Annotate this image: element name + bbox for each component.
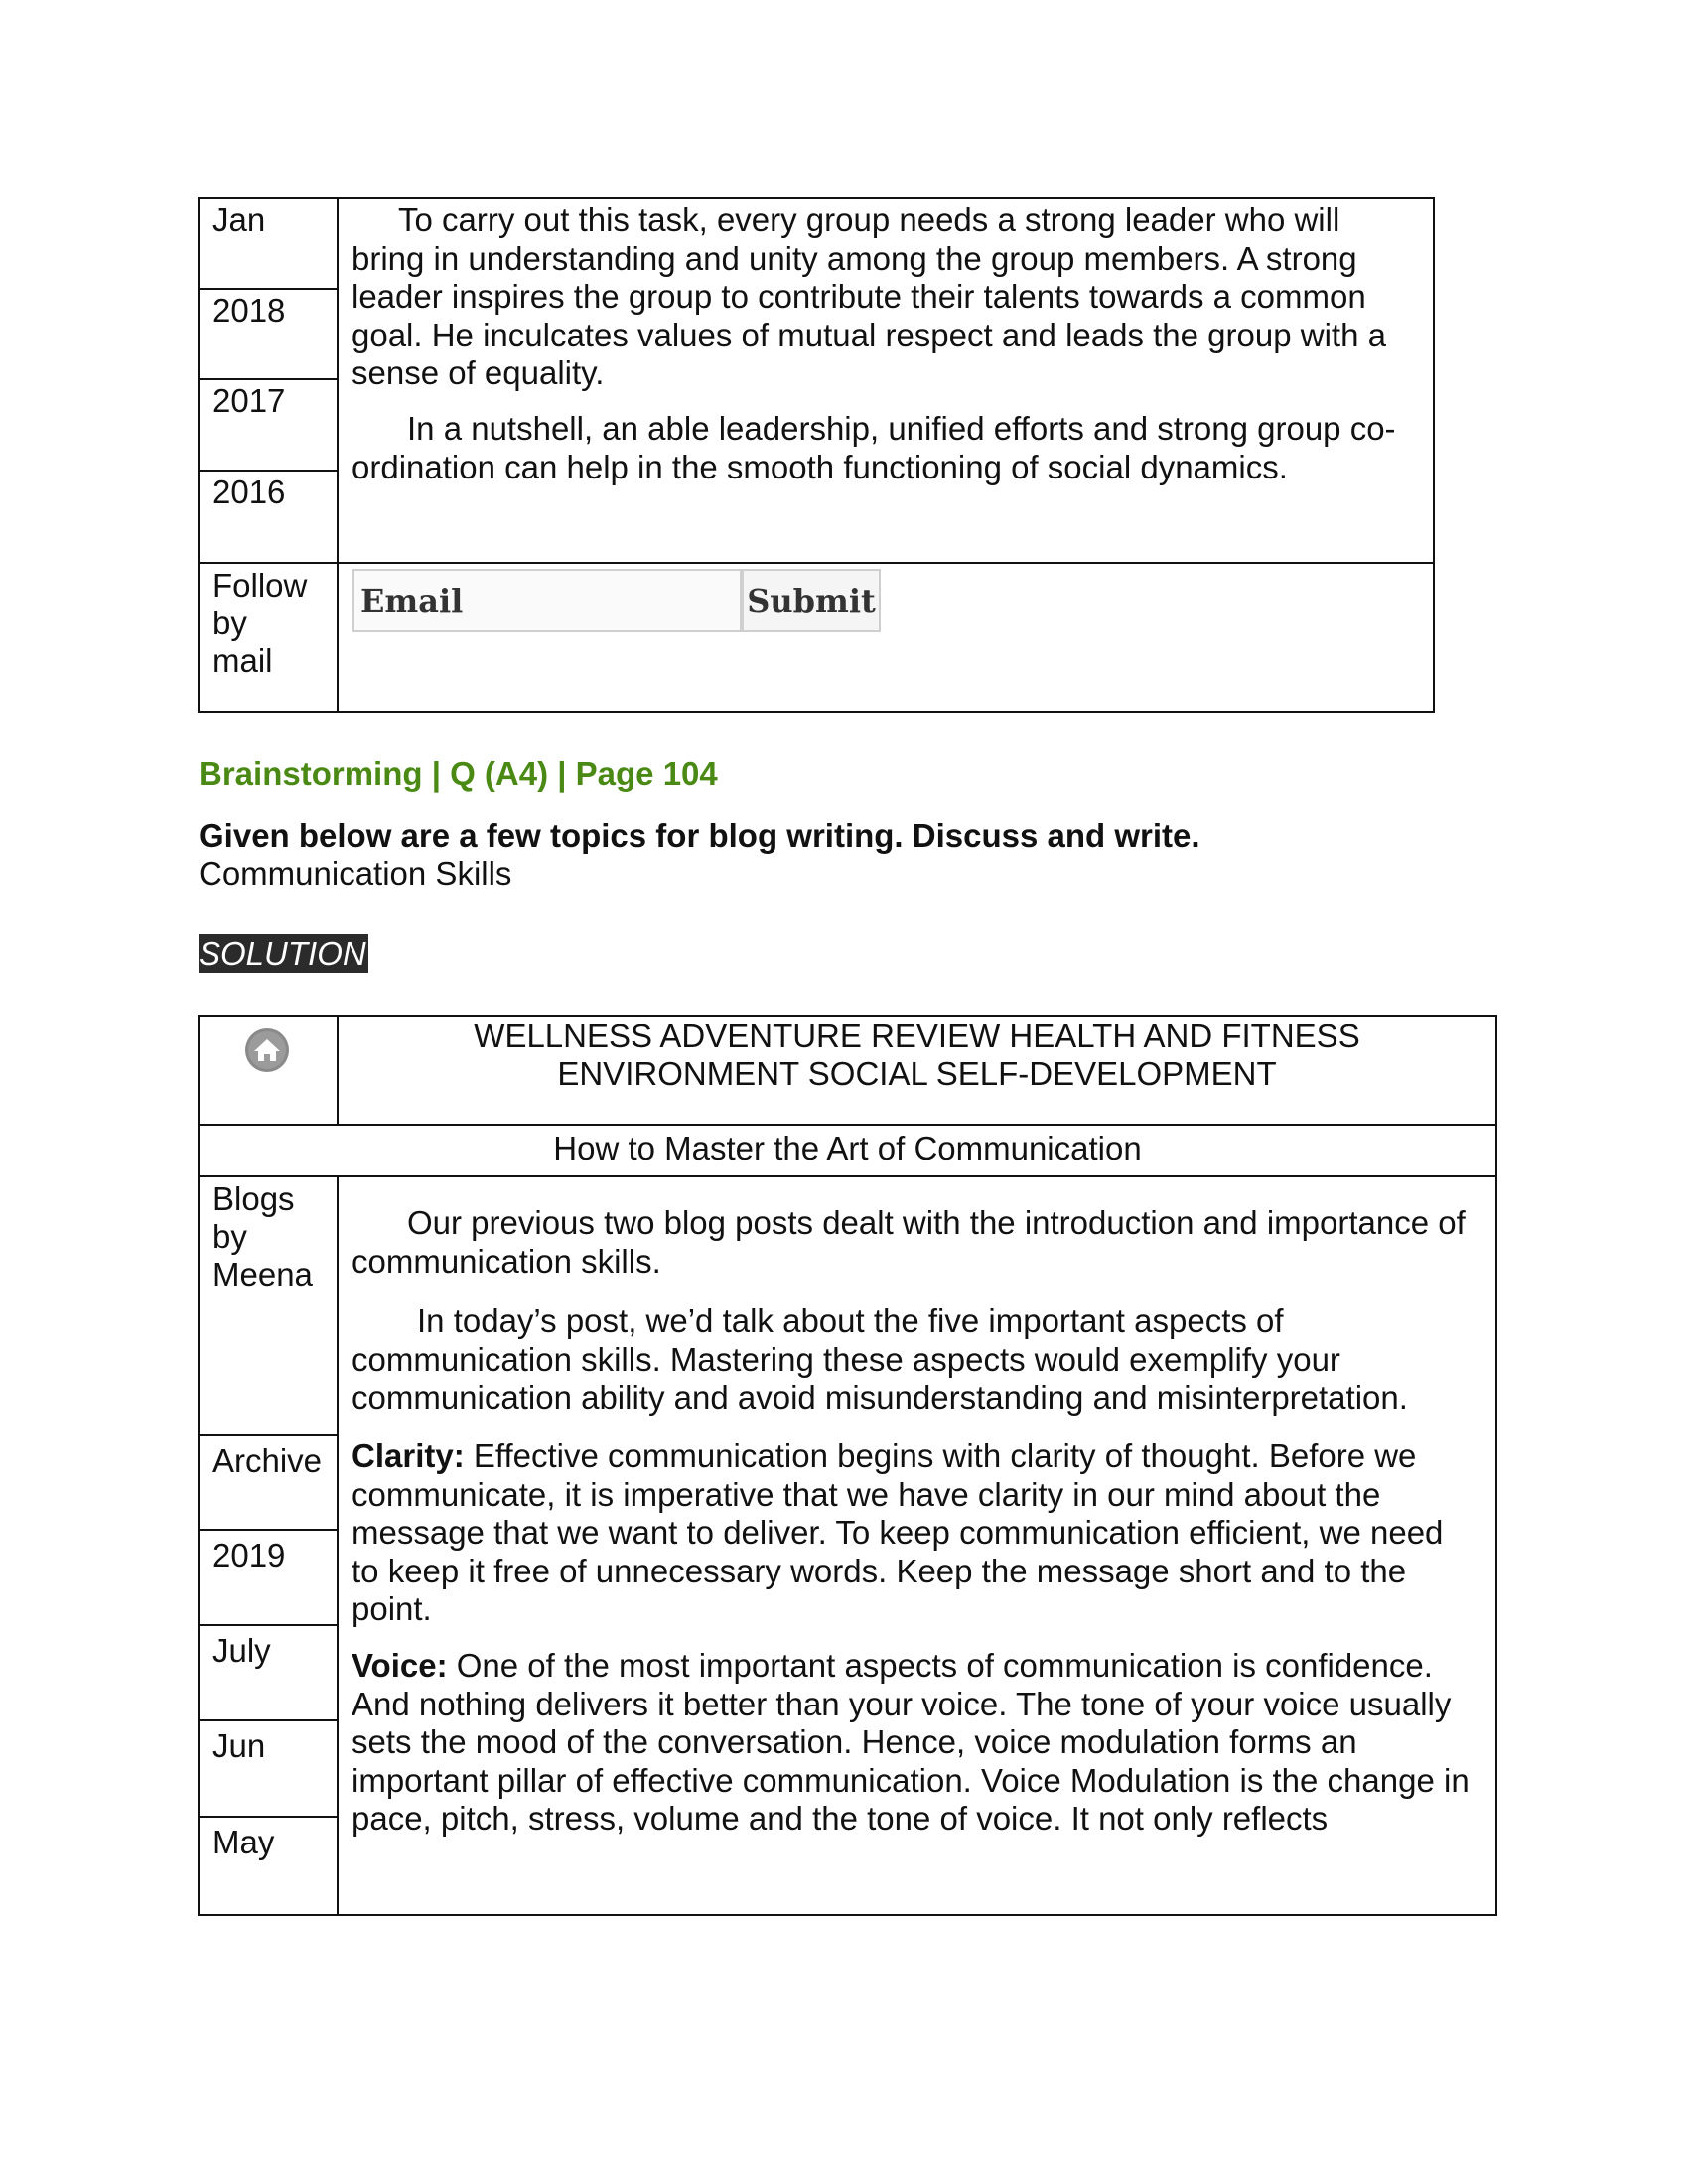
table-border xyxy=(198,1816,339,1818)
table-border xyxy=(198,197,200,713)
topic-text: Communication Skills xyxy=(199,855,512,891)
archive-month-jun[interactable]: Jun xyxy=(212,1727,266,1764)
table-border xyxy=(198,288,339,290)
category-nav-line[interactable]: WELLNESS ADVENTURE REVIEW HEALTH AND FITNESS xyxy=(474,1018,1360,1054)
table-border xyxy=(198,1434,339,1436)
solution-label: SOLUTION xyxy=(199,934,368,973)
table-border xyxy=(198,470,339,472)
table-border xyxy=(198,1015,1497,1017)
blog-author-label: Blogs by Meena xyxy=(212,1180,313,1293)
category-nav-line[interactable]: ENVIRONMENT SOCIAL SELF-DEVELOPMENT xyxy=(557,1055,1277,1092)
question-text: Given below are a few topics for blog writing. Discuss and write. xyxy=(199,817,1200,854)
archive-month-jan[interactable]: Jan xyxy=(212,202,266,238)
section-heading: Brainstorming | Q (A4) | Page 104 xyxy=(199,755,718,792)
home-icon[interactable] xyxy=(243,1026,291,1074)
archive-year-2016[interactable]: 2016 xyxy=(212,474,286,510)
blog-paragraph-voice: Voice: One of the most important aspects of communication is confidence. And nothing delivers it better than your voice. The tone of your voice usually sets the mood of the conversation. Hence, voice modulation forms an important pillar of effective communication. Voice Modulation is the change in pace, pitch, stress, volume and the tone of voice. It not only reflects xyxy=(352,1647,1470,1837)
blog-paragraph: Our previous two blog posts dealt with the introduction and importance of communication skills. xyxy=(352,1204,1466,1280)
archive-year-2018[interactable]: 2018 xyxy=(212,292,286,329)
table-border xyxy=(337,197,339,713)
table-border xyxy=(198,1719,339,1721)
blog-paragraph: In a nutshell, an able leadership, unified efforts and strong group co- ordination can help in the smooth functioning of social dynamics. xyxy=(352,410,1396,485)
table-border xyxy=(337,1175,339,1916)
follow-by-mail-label: Follow by mail xyxy=(212,567,308,679)
archive-year-2017[interactable]: 2017 xyxy=(212,382,286,419)
post-title: How to Master the Art of Communication xyxy=(553,1130,1142,1166)
category-nav[interactable] xyxy=(339,1018,1495,1093)
table-border xyxy=(198,197,1435,199)
table-border xyxy=(198,1175,1497,1177)
table-border xyxy=(198,562,1435,564)
table-border xyxy=(198,711,1435,713)
archive-year-2019[interactable]: 2019 xyxy=(212,1537,286,1573)
table-border xyxy=(198,1529,339,1531)
table-border xyxy=(198,1914,1497,1916)
table-border xyxy=(198,378,339,380)
email-input[interactable]: Email xyxy=(352,569,742,632)
table-border xyxy=(1495,1015,1497,1916)
blog-paragraph-clarity: Clarity: Effective communication begins with clarity of thought. Before we communicate, it is imperative that we have clarity in our mind about the message that we want to deliver. To keep communication efficient, we need to keep it free of unnecessary words. Keep the message short and to the point. xyxy=(352,1437,1444,1627)
blog-paragraph: In today’s post, we’d talk about the five important aspects of communication skills. Mastering these aspects would exemplify your communication ability and avoid misunderstanding and misinterpretation. xyxy=(352,1302,1408,1416)
submit-button[interactable]: Submit xyxy=(742,569,881,632)
archive-label: Archive xyxy=(212,1442,323,1479)
table-border xyxy=(198,1624,339,1626)
archive-month-july[interactable]: July xyxy=(212,1632,271,1669)
archive-month-may[interactable]: May xyxy=(212,1824,275,1860)
blog-paragraph: To carry out this task, every group needs a strong leader who will bring in understanding and unity among the group members. A strong leader inspires the group to contribute their talents towards a common goal. He inculcates values of mutual respect and leads the group with a sense of equality. xyxy=(352,202,1386,391)
table-border xyxy=(198,1124,1497,1126)
table-border xyxy=(1433,197,1435,713)
